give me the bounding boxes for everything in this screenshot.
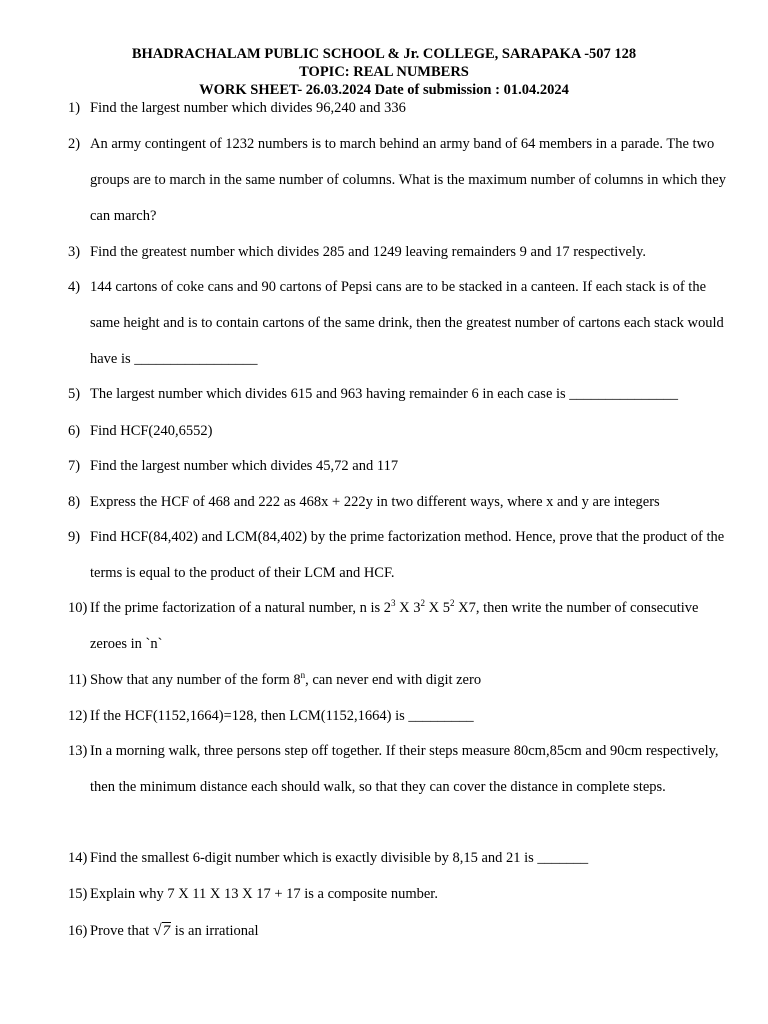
question-number: 1): [68, 100, 81, 116]
school-name: BHADRACHALAM PUBLIC SCHOOL & Jr. COLLEGE, SARAPAKA -507 128: [131, 46, 637, 62]
question-text: The largest number which divides 615 and 963 having remainder 6 in each case is _______________: [90, 386, 679, 402]
question-number: 7): [68, 458, 81, 474]
question-number: 13): [68, 743, 88, 759]
question-text: If the HCF(1152,1664)=128, then LCM(1152,1664) is _________: [90, 708, 474, 724]
question-number: 14): [68, 850, 88, 866]
question-13: [68, 733, 730, 805]
question-9: [68, 519, 730, 591]
question-number: 6): [68, 423, 81, 439]
question-1: [68, 90, 730, 126]
question-7: [68, 448, 730, 484]
square-root: √7: [152, 922, 171, 939]
question-11: [68, 662, 730, 698]
question-15: [68, 876, 730, 912]
question-text: Find the largest number which divides 45,72 and 117: [90, 458, 399, 474]
question-8: [68, 484, 730, 520]
exponent: 2: [449, 598, 455, 608]
question-number: 2): [68, 136, 81, 152]
question-6: [68, 413, 730, 449]
question-number: 10): [68, 600, 88, 616]
question-text: An army contingent of 1232 numbers is to march behind an army band of 64 members in a parade. The two groups are to march in the same number of columns. What is the maximum number of columns in which they can march?: [90, 136, 726, 224]
question-16: [68, 913, 730, 949]
exponent: n: [300, 670, 306, 680]
question-10: [68, 590, 730, 662]
question-text: Find HCF(240,6552): [90, 423, 213, 439]
question-text: Find the largest number which divides 96,240 and 336: [90, 100, 406, 116]
question-text: Find the greatest number which divides 285 and 1249 leaving remainders 9 and 17 respectively.: [90, 244, 646, 260]
question-number: 5): [68, 386, 81, 402]
question-number: 15): [68, 886, 88, 902]
question-number: 16): [68, 923, 88, 939]
question-text: Show that any number of the form 8$^n$, can never end with digit zero: [90, 670, 482, 688]
question-text: Find HCF(84,402) and LCM(84,402) by the prime factorization method. Hence, prove that the product of the terms is equal to the product of their LCM and HCF.: [90, 529, 725, 581]
question-text: In a morning walk, three persons step off together. If their steps measure 80cm,85cm and 90cm respectively, then the minimum distance each should walk, so that they can cover the distance in complete steps.: [90, 743, 719, 795]
question-number: 12): [68, 708, 88, 724]
question-text: Prove that √7 is an irrational: [90, 913, 730, 949]
question-text: 144 cartons of coke cans and 90 cartons of Pepsi cans are to be stacked in a canteen. If each stack is of the same height and is to contain cartons of the same drink, then the greatest number of cartons each stack would have is _________________: [90, 279, 724, 367]
question-14: [68, 840, 730, 876]
question-3: [68, 234, 730, 270]
question-text: If the prime factorization of a natural number, n is $2^3$ X $3^2$ X $5^2$ X7, then write the number of consecutive zeroes in `n`: [90, 598, 699, 652]
question-text: Find the smallest 6-digit number which is exactly divisible by 8,15 and 21 is _______: [90, 850, 589, 866]
question-text: Explain why 7 X 11 X 13 X 17 + 17 is a composite number.: [90, 886, 438, 902]
question-number: 9): [68, 529, 81, 545]
question-text: Express the HCF of 468 and 222 as 468x + 222y in two different ways, where x and y are integers: [90, 494, 660, 510]
question-number: 3): [68, 244, 81, 260]
question-2: [68, 126, 730, 234]
question-5: [68, 376, 730, 412]
exponent: 3: [391, 598, 396, 608]
worksheet-dates: WORK SHEET- 26.03.2024 Date of submission : 01.04.2024: [199, 82, 569, 98]
question-number: 11): [68, 672, 87, 688]
question-number: 4): [68, 279, 81, 295]
question-number: 8): [68, 494, 81, 510]
exponent: 2: [420, 598, 425, 608]
question-12: [68, 698, 730, 734]
topic-title: TOPIC: REAL NUMBERS: [299, 64, 469, 80]
question-4: [68, 269, 730, 377]
